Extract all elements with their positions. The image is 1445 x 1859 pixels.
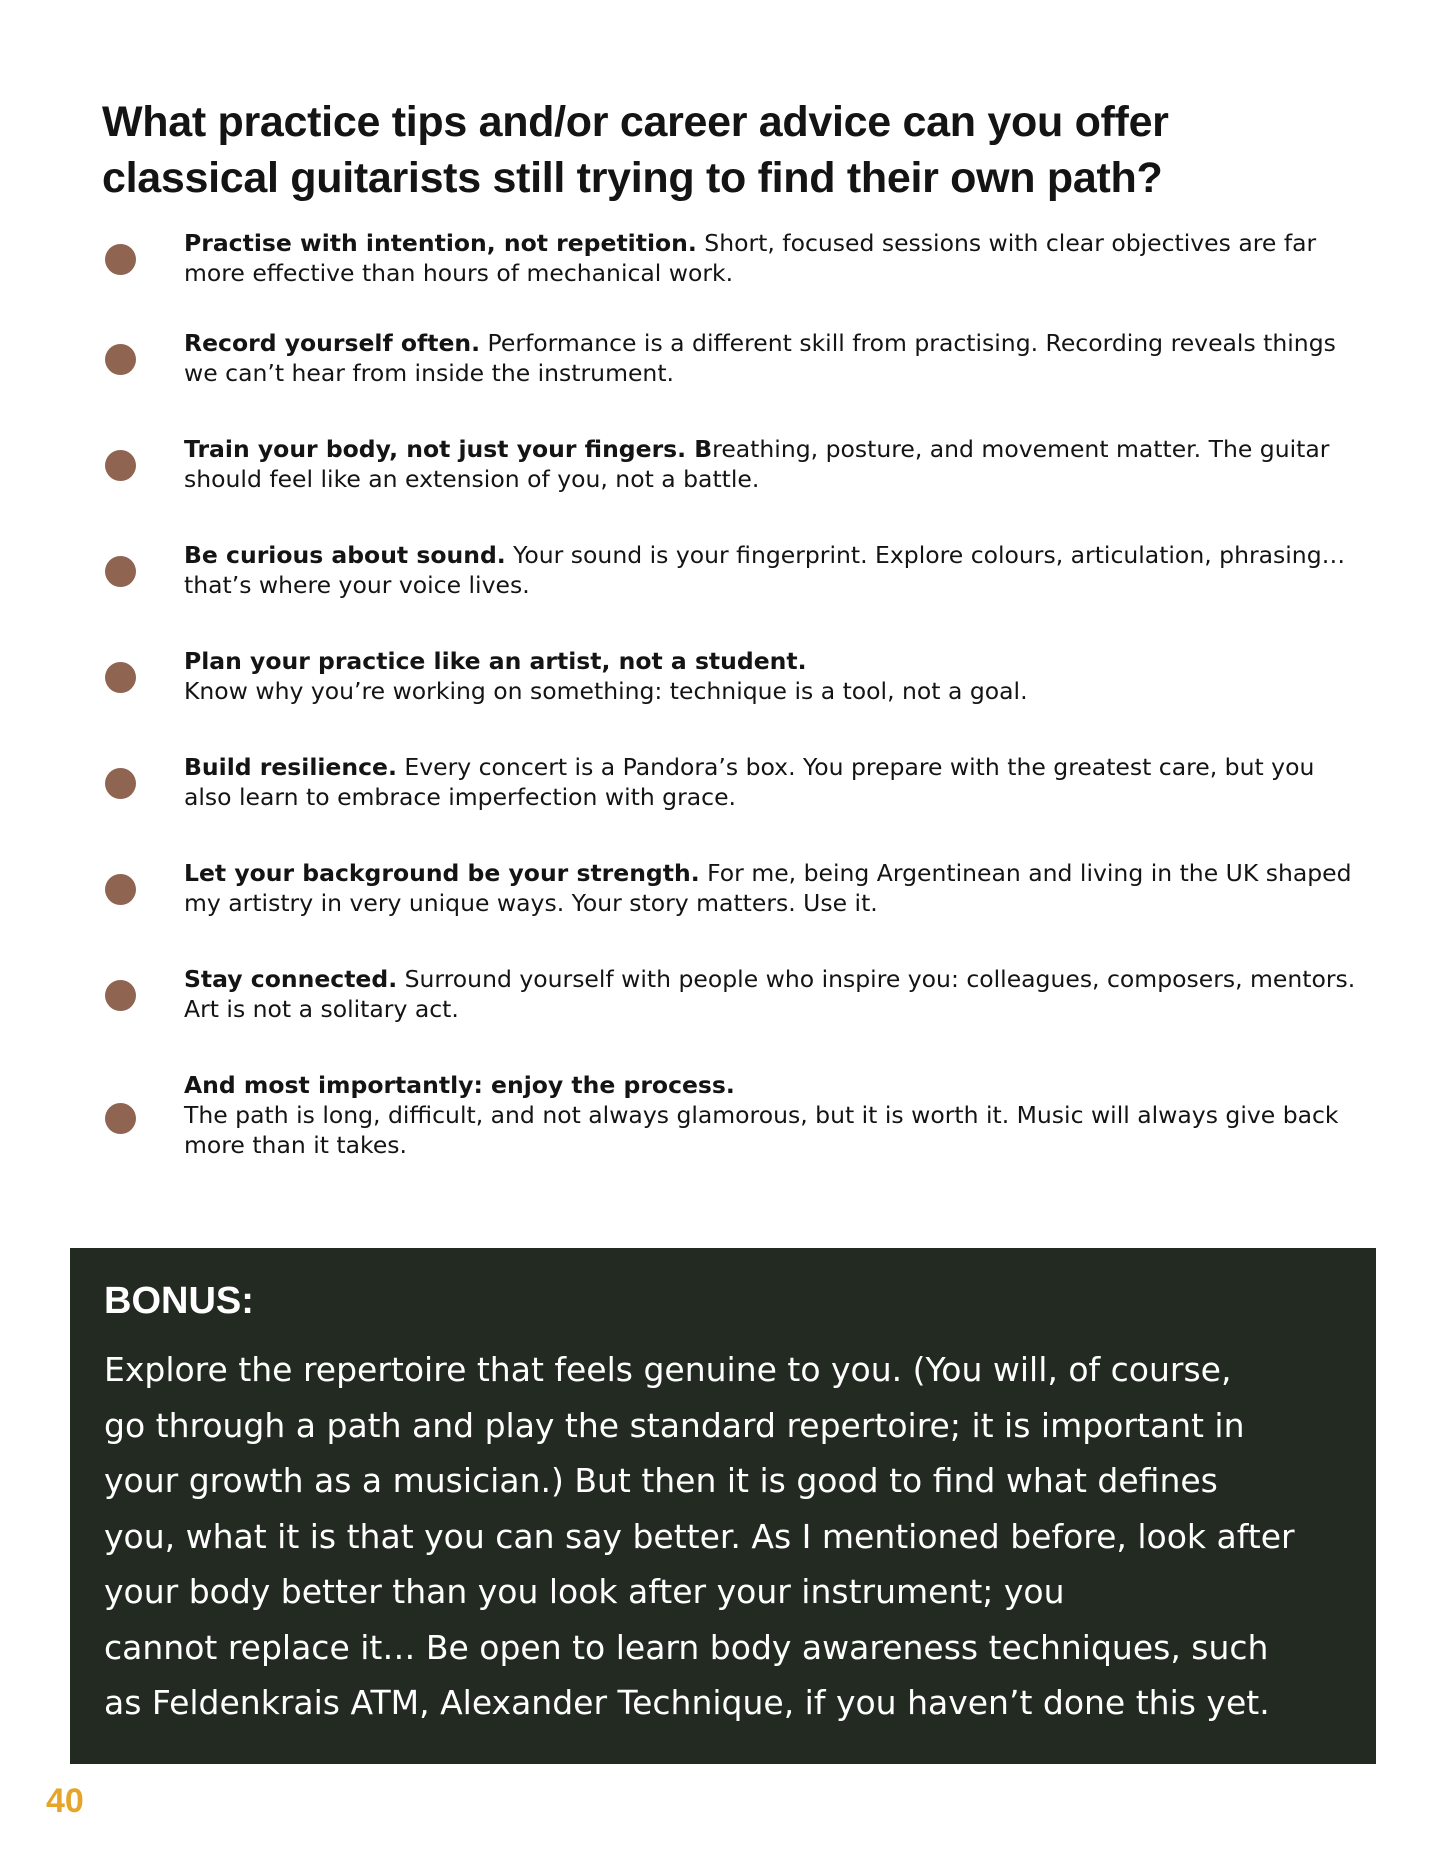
tip-text bbox=[184, 858, 1359, 918]
bonus-text bbox=[104, 1342, 1354, 1731]
bonus-line: cannot replace it… Be open to learn body awareness techniques, such bbox=[104, 1627, 1269, 1667]
bullet-icon bbox=[105, 768, 136, 799]
tip-body: Surround yourself with people who inspire you: colleagues, composers, mentors. Art is not a solitary act. bbox=[184, 965, 1356, 1023]
tip-body: Every concert is a Pandora’s box. You prepare with the greatest care, but you also learn to embrace imperfection with grace. bbox=[184, 753, 1315, 811]
bonus-line: you, what it is that you can say better. As I mentioned before, look after bbox=[104, 1516, 1295, 1556]
tip-text bbox=[184, 1070, 1359, 1160]
bullet-icon bbox=[105, 980, 136, 1011]
tip-text bbox=[184, 964, 1359, 1024]
bullet-icon bbox=[105, 874, 136, 905]
bullet-icon bbox=[105, 450, 136, 481]
heading-line-2: classical guitarists still trying to find their own path? bbox=[102, 154, 1163, 202]
bonus-line: as Feldenkrais ATM, Alexander Technique, if you haven’t done this yet. bbox=[104, 1683, 1270, 1722]
bullet-icon bbox=[105, 344, 136, 375]
tip-body: Your sound is your fingerprint. Explore colours, articulation, phrasing… that’s where your voice lives. bbox=[184, 541, 1346, 599]
tip-text bbox=[184, 328, 1359, 388]
tip-text bbox=[184, 434, 1359, 494]
tip-text bbox=[184, 540, 1359, 600]
tip-text bbox=[184, 228, 1359, 288]
heading-line-1: What practice tips and/or career advice can you offer bbox=[102, 98, 1169, 146]
tip-title: And most importantly: enjoy the process. bbox=[184, 1071, 735, 1099]
tip-title: Plan your practice like an artist, not a student. bbox=[184, 647, 807, 675]
bullet-icon bbox=[105, 244, 136, 275]
tip-title: Be curious about sound. bbox=[184, 541, 506, 569]
bonus-box bbox=[70, 1248, 1376, 1764]
tip-body: Performance is a different skill from practising. Recording reveals things we can’t hear from inside the instrument. bbox=[184, 329, 1336, 387]
tip-text bbox=[184, 752, 1359, 812]
bullet-icon bbox=[105, 662, 136, 693]
tip-body: Know why you’re working on something: technique is a tool, not a goal. bbox=[184, 677, 1028, 705]
page-number: 40 bbox=[46, 1782, 84, 1820]
tip-title: Train your body, not just your fingers. B bbox=[184, 435, 713, 463]
tip-title: Build resilience. bbox=[184, 753, 397, 781]
page-heading bbox=[102, 94, 1362, 206]
tip-title: Record yourself often. bbox=[184, 329, 481, 357]
bonus-line: your growth as a musician.) But then it is good to find what defines bbox=[104, 1461, 1218, 1500]
bonus-line: your body better than you look after your instrument; you bbox=[104, 1572, 1065, 1611]
tip-body: For me, being Argentinean and living in the UK shaped my artistry in very unique ways. Your story matters. Use it. bbox=[184, 859, 1352, 917]
tip-title: Practise with intention, not repetition. bbox=[184, 229, 697, 257]
tip-title: Let your background be your strength. bbox=[184, 859, 700, 887]
bonus-line: go through a path and play the standard repertoire; it is important in bbox=[104, 1405, 1245, 1445]
tip-title: Stay connected. bbox=[184, 965, 398, 993]
bullet-icon bbox=[105, 1103, 136, 1134]
tip-body: Short, focused sessions with clear objectives are far more effective than hours of mechanical work. bbox=[184, 229, 1317, 287]
tip-text bbox=[184, 646, 1359, 706]
tip-body: reathing, posture, and movement matter. The guitar should feel like an extension of you, not a battle. bbox=[184, 435, 1330, 493]
bonus-title: BONUS: bbox=[104, 1280, 254, 1322]
bonus-line: Explore the repertoire that feels genuine to you. (You will, of course, bbox=[104, 1350, 1232, 1389]
tip-body: The path is long, difficult, and not always glamorous, but it is worth it. Music will always give back more than it takes. bbox=[184, 1101, 1339, 1159]
bullet-icon bbox=[105, 556, 136, 587]
